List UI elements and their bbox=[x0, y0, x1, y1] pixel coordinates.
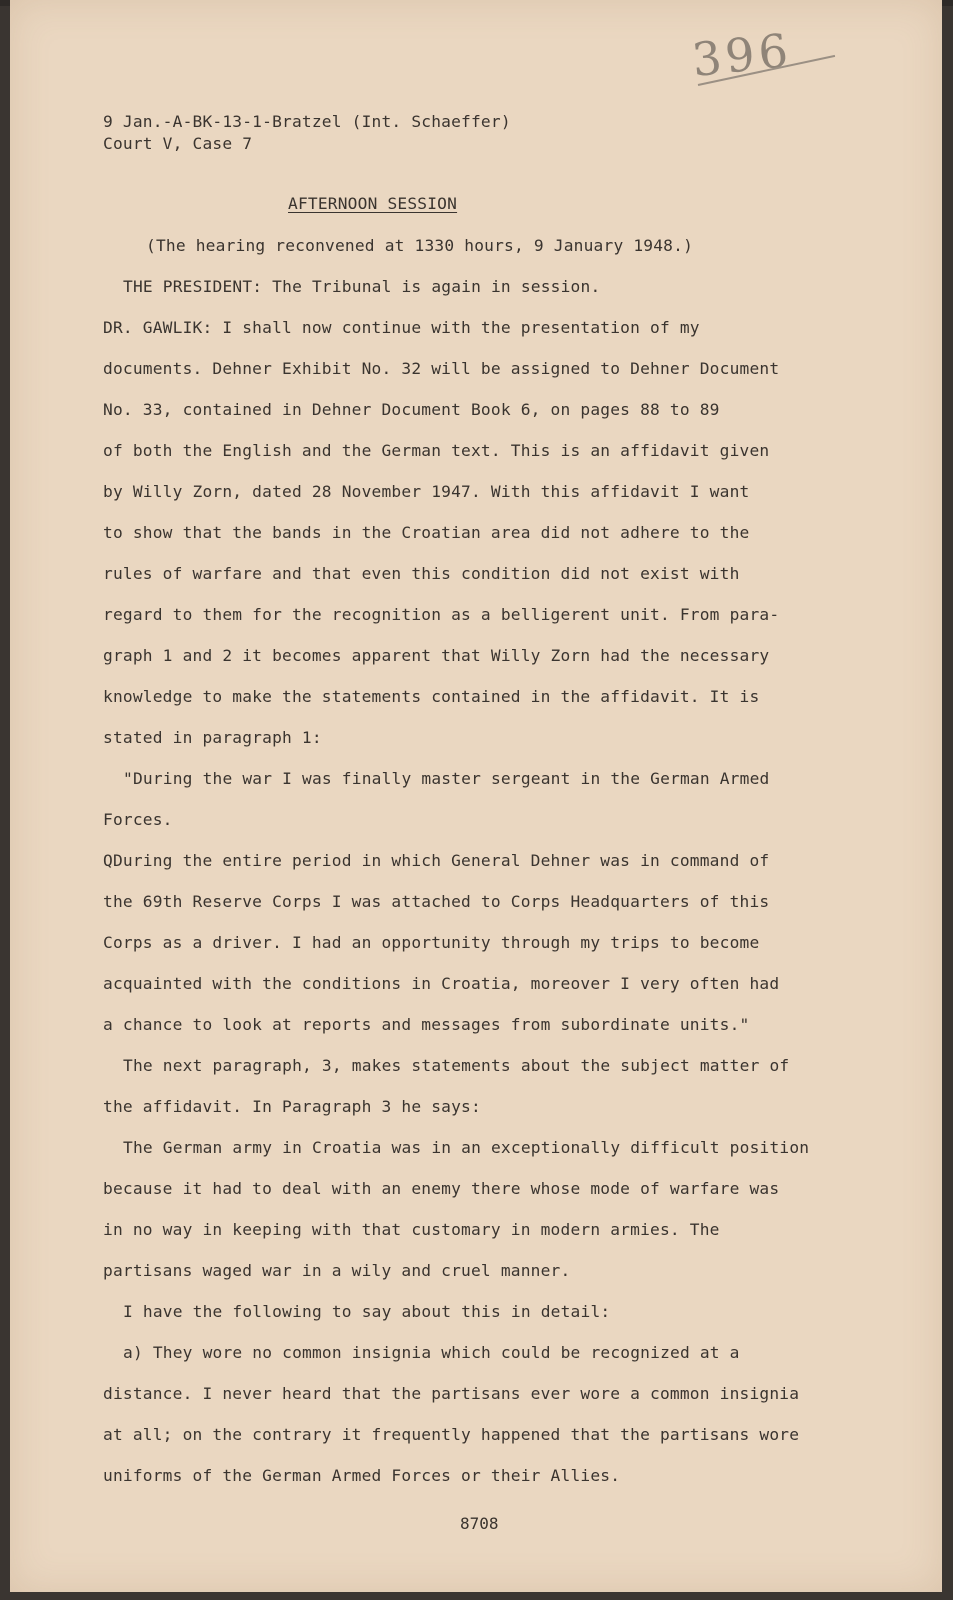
transcript-line: to show that the bands in the Croatian area did not adhere to the bbox=[103, 523, 750, 542]
transcript-line: by Willy Zorn, dated 28 November 1947. With this affidavit I want bbox=[103, 482, 750, 501]
transcript-line: (The hearing reconvened at 1330 hours, 9 January 1948.) bbox=[146, 236, 694, 255]
transcript-line: rules of warfare and that even this condition did not exist with bbox=[103, 564, 740, 583]
session-title: AFTERNOON SESSION bbox=[288, 194, 458, 213]
transcript-line: The next paragraph, 3, makes statements about the subject matter of bbox=[123, 1056, 790, 1075]
transcript-line: Corps as a driver. I had an opportunity through my trips to become bbox=[103, 933, 760, 952]
transcript-line: a chance to look at reports and messages from subordinate units." bbox=[103, 1015, 750, 1034]
transcript-line: QDuring the entire period in which General Dehner was in command of bbox=[103, 851, 770, 870]
transcript-line: acquainted with the conditions in Croatia, moreover I very often had bbox=[103, 974, 780, 993]
transcript-line: Forces. bbox=[103, 810, 173, 829]
transcript-line: THE PRESIDENT: The Tribunal is again in session. bbox=[123, 277, 601, 296]
page-number: 8708 bbox=[460, 1514, 499, 1533]
transcript-line: DR. GAWLIK: I shall now continue with the presentation of my bbox=[103, 318, 700, 337]
transcript-line: documents. Dehner Exhibit No. 32 will be assigned to Dehner Document bbox=[103, 359, 780, 378]
transcript-line: because it had to deal with an enemy there whose mode of warfare was bbox=[103, 1179, 780, 1198]
handwritten-page-number: 396 bbox=[689, 22, 795, 88]
transcript-line: knowledge to make the statements contained in the affidavit. It is bbox=[103, 687, 760, 706]
transcript-line: the 69th Reserve Corps I was attached to Corps Headquarters of this bbox=[103, 892, 770, 911]
transcript-line: The German army in Croatia was in an exceptionally difficult position bbox=[123, 1138, 810, 1157]
transcript-line: distance. I never heard that the partisans ever wore a common insignia bbox=[103, 1384, 800, 1403]
header-line-1: 9 Jan.-A-BK-13-1-Bratzel (Int. Schaeffer) bbox=[103, 112, 511, 131]
transcript-line: uniforms of the German Armed Forces or their Allies. bbox=[103, 1466, 621, 1485]
transcript-line: partisans waged war in a wily and cruel manner. bbox=[103, 1261, 571, 1280]
transcript-line: a) They wore no common insignia which could be recognized at a bbox=[123, 1343, 740, 1362]
transcript-line: in no way in keeping with that customary in modern armies. The bbox=[103, 1220, 720, 1239]
transcript-line: graph 1 and 2 it becomes apparent that Willy Zorn had the necessary bbox=[103, 646, 770, 665]
transcript-line: at all; on the contrary it frequently happened that the partisans wore bbox=[103, 1425, 800, 1444]
transcript-line: "During the war I was finally master sergeant in the German Armed bbox=[123, 769, 770, 788]
header-line-2: Court V, Case 7 bbox=[103, 134, 253, 153]
transcript-line: No. 33, contained in Dehner Document Book 6, on pages 88 to 89 bbox=[103, 400, 720, 419]
transcript-line: stated in paragraph 1: bbox=[103, 728, 322, 747]
transcript-line: I have the following to say about this in detail: bbox=[123, 1302, 611, 1321]
transcript-line: regard to them for the recognition as a belligerent unit. From para- bbox=[103, 605, 780, 624]
transcript-line: the affidavit. In Paragraph 3 he says: bbox=[103, 1097, 481, 1116]
transcript-line: of both the English and the German text. This is an affidavit given bbox=[103, 441, 770, 460]
